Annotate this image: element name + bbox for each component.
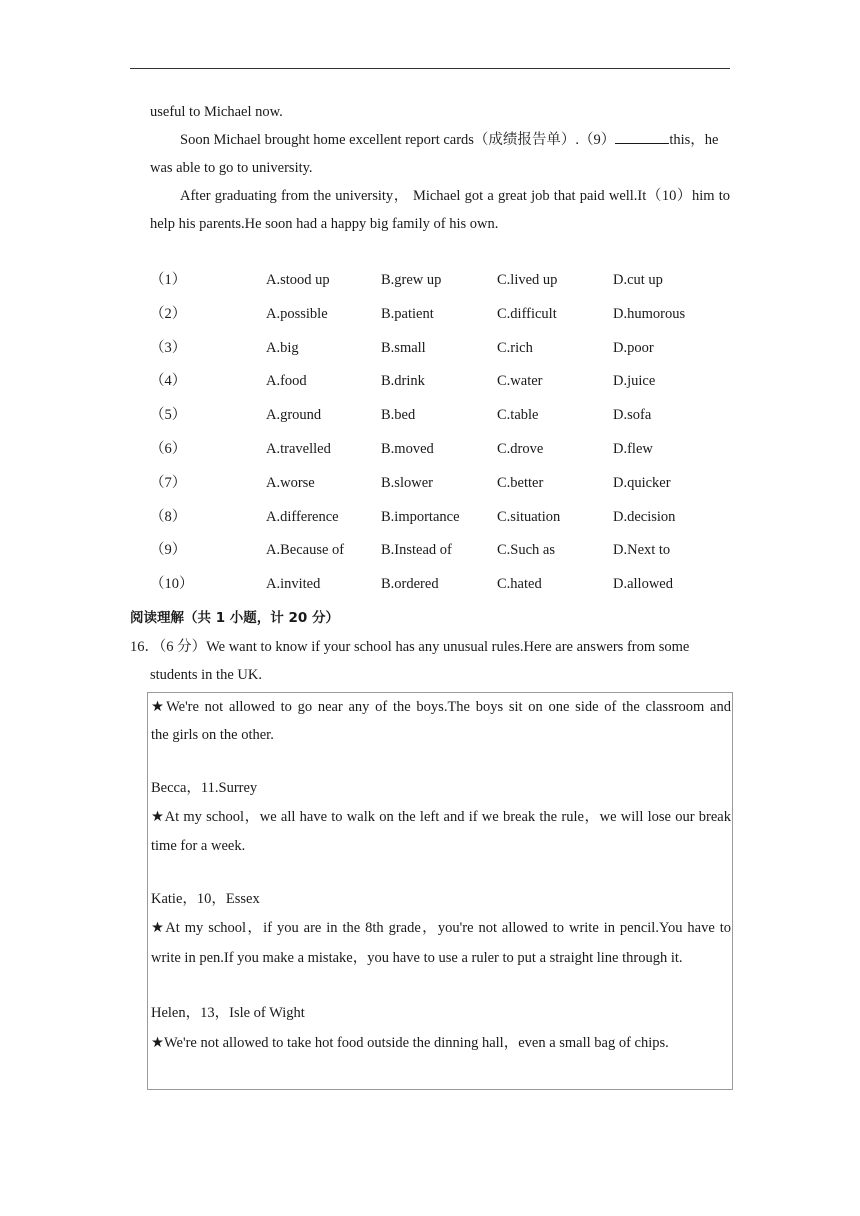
box-author: Helen，13，Isle of Wight bbox=[151, 1005, 305, 1021]
box-author: Becca，11.Surrey bbox=[151, 780, 258, 796]
option-d: D.decision bbox=[613, 508, 676, 525]
option-number: （2） bbox=[150, 305, 187, 322]
option-a: A.food bbox=[266, 373, 307, 390]
box-text-line: ★We're not allowed to go near any of the boys.The boys sit on one side of the classroom and bbox=[151, 699, 731, 715]
option-row bbox=[150, 367, 730, 401]
option-row bbox=[150, 570, 730, 604]
option-number: （4） bbox=[150, 373, 187, 390]
option-b: B.importance bbox=[381, 508, 460, 525]
option-number: （5） bbox=[150, 407, 187, 424]
option-a: A.worse bbox=[266, 474, 315, 491]
option-a: A.big bbox=[266, 339, 299, 356]
option-c: C.lived up bbox=[497, 272, 558, 288]
option-number: （10） bbox=[150, 576, 194, 593]
option-number: （1） bbox=[150, 272, 187, 288]
box-author: Katie，10，Essex bbox=[151, 891, 260, 907]
option-row bbox=[150, 334, 730, 368]
option-c: C.water bbox=[497, 373, 543, 390]
option-b: B.Instead of bbox=[381, 542, 452, 559]
option-row bbox=[150, 435, 730, 469]
option-c: C.table bbox=[497, 407, 539, 424]
box-text-line: ★We're not allowed to take hot food outside the dinning hall，even a small bag of chips. bbox=[151, 1035, 669, 1051]
option-a: A.invited bbox=[266, 576, 321, 593]
option-number: （8） bbox=[150, 508, 187, 525]
option-a: A.stood up bbox=[266, 272, 330, 288]
option-d: D.cut up bbox=[613, 272, 663, 288]
option-b: B.drink bbox=[381, 373, 425, 390]
option-b: B.grew up bbox=[381, 272, 442, 288]
box-text-line: ★At my school，we all have to walk on the left and if we break the rule，we will lose our break bbox=[151, 809, 731, 825]
header-rule bbox=[130, 68, 730, 69]
option-d: D.Next to bbox=[613, 542, 671, 559]
passage-paragraph-9: Soon Michael brought home excellent report cards（成绩报告单）.（9） this，he was able to go to university. bbox=[150, 126, 730, 182]
option-row bbox=[150, 401, 730, 435]
option-b: B.bed bbox=[381, 407, 416, 424]
option-d: D.sofa bbox=[613, 407, 652, 424]
option-b: B.moved bbox=[381, 440, 434, 457]
option-number: （9） bbox=[150, 542, 187, 559]
option-b: B.patient bbox=[381, 305, 434, 322]
option-number: （7） bbox=[150, 474, 187, 491]
option-c: C.situation bbox=[497, 508, 561, 525]
option-c: C.Such as bbox=[497, 542, 555, 559]
passage-line: useful to Michael now. bbox=[150, 104, 283, 120]
option-a: A.difference bbox=[266, 508, 339, 525]
option-d: D.humorous bbox=[613, 305, 686, 322]
option-a: A.Because of bbox=[266, 542, 345, 559]
option-d: D.juice bbox=[613, 373, 656, 390]
passage-paragraph-10: After graduating from the university， Michael got a great job that paid well.It（10）him to help his parents.He soon had a happy big family of his own. bbox=[150, 188, 730, 232]
box-text-line: write in pen.If you make a mistake，you have to use a ruler to put a straight line through it. bbox=[151, 950, 683, 966]
answers-box bbox=[147, 692, 733, 1090]
section-title: 阅读理解（共 1 小题，计 20 分） bbox=[130, 610, 339, 626]
box-text-line: time for a week. bbox=[151, 838, 246, 854]
options-table bbox=[150, 266, 730, 604]
question-16-line: students in the UK. bbox=[150, 667, 262, 683]
option-d: D.allowed bbox=[613, 576, 673, 593]
option-c: C.hated bbox=[497, 576, 542, 593]
option-b: B.small bbox=[381, 339, 426, 356]
option-b: B.slower bbox=[381, 474, 433, 491]
option-row bbox=[150, 469, 730, 503]
option-c: C.difficult bbox=[497, 305, 557, 322]
box-text-line: ★At my school，if you are in the 8th grade，you're not allowed to write in pencil.You have to bbox=[151, 920, 731, 936]
question-16 bbox=[130, 633, 730, 689]
option-c: C.better bbox=[497, 474, 544, 491]
question-16-line: 16．（6 分）We want to know if your school has any unusual rules.Here are answers from some bbox=[130, 639, 690, 655]
option-c: C.drove bbox=[497, 440, 544, 457]
option-d: D.quicker bbox=[613, 474, 671, 491]
option-row bbox=[150, 300, 730, 334]
option-number: （3） bbox=[150, 339, 187, 356]
option-row bbox=[150, 266, 730, 300]
option-number: （6） bbox=[150, 440, 187, 457]
option-b: B.ordered bbox=[381, 576, 439, 593]
option-row bbox=[150, 503, 730, 537]
box-text-line: the girls on the other. bbox=[151, 727, 274, 743]
option-a: A.travelled bbox=[266, 440, 331, 457]
option-a: A.possible bbox=[266, 305, 328, 322]
option-c: C.rich bbox=[497, 339, 533, 356]
option-d: D.poor bbox=[613, 339, 654, 356]
option-d: D.flew bbox=[613, 440, 653, 457]
option-a: A.ground bbox=[266, 407, 322, 424]
option-row bbox=[150, 536, 730, 570]
answer-blank bbox=[615, 129, 669, 144]
